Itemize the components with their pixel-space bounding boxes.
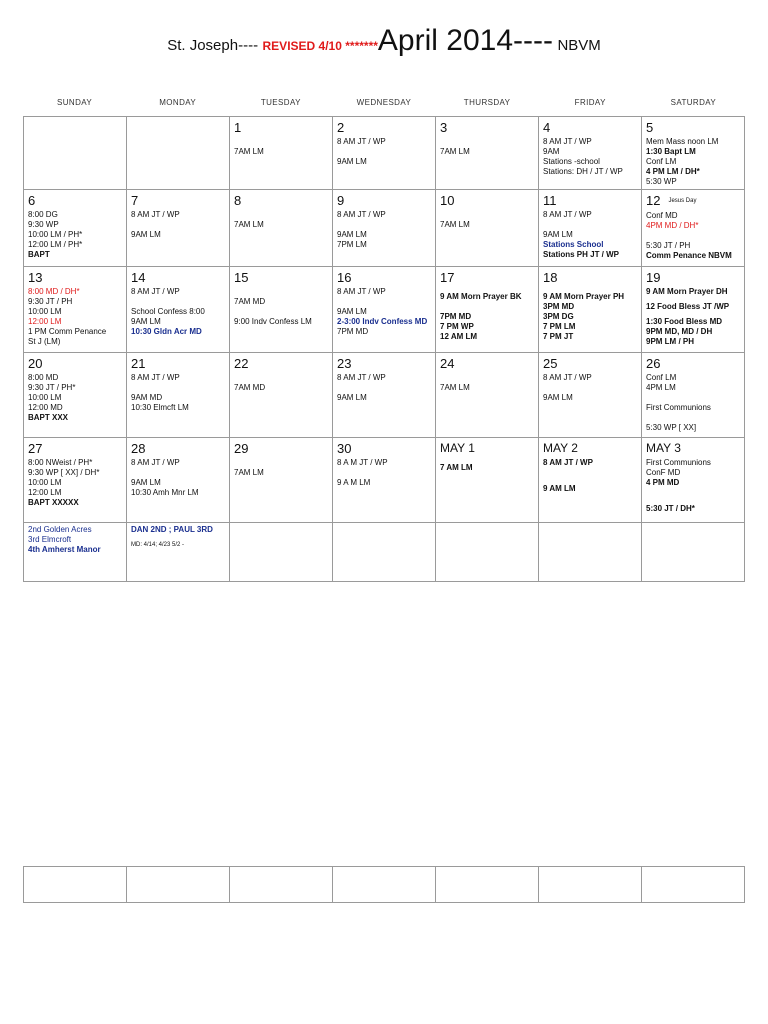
day-number: 25 [543,356,558,371]
calendar-title [0,24,768,58]
event-line: 9AM [543,147,560,156]
event-line: 12:00 LM / PH* [28,240,83,249]
week-row [24,190,745,267]
title-parish: St. Joseph---- [167,37,259,54]
event-line: 4PM MD / DH* [646,221,699,231]
event-line: School Confess 8:00 [131,307,205,316]
notes-cell-tuesday [230,523,333,582]
weekday-tuesday: TUESDAY [260,98,301,107]
event-line: 9 AM Morn Prayer BK [440,292,522,301]
bottom-cell-thursday [436,867,539,903]
event-line: 10:30 Gldn Acr MD [131,327,202,336]
title-month: April 2014---- [377,24,553,57]
event-line: 7AM LM [440,220,470,229]
day-cell-tuesday [230,190,333,267]
event-line: 9AM LM [131,230,161,239]
event-line: 9PM LM / PH [646,337,695,346]
event-line: 5:30 JT / DH* [646,504,695,513]
event-line: Stations School [543,240,604,249]
event-line: BAPT XXXXX [28,498,79,507]
event-line: 8 AM JT / WP [543,137,592,146]
day-number: 16 [337,270,352,285]
day-cell-monday [127,353,230,438]
event-line: 4PM LM [646,383,676,392]
event-line: 4th Amherst Manor [28,545,101,554]
day-cell-wednesday [333,353,436,438]
event-line: ConF MD [646,468,681,477]
event-line: 7AM LM [440,383,470,392]
day-cell-thursday [436,190,539,267]
event-line: 8 AM JT / WP [337,373,386,382]
event-line: 8:00 MD [28,373,59,382]
event-line: 9:00 Indv Confess LM [234,317,312,326]
event-line: 8 AM JT / WP [131,458,180,467]
event-line: 7AM LM [234,468,264,477]
day-cell-tuesday [230,438,333,523]
day-number: MAY 3 [646,441,681,455]
day-cell-tuesday [230,117,333,190]
day-cell-sunday [24,267,127,353]
day-cell-wednesday [333,117,436,190]
day-number: 7 [131,193,139,208]
day-cell-friday [539,353,642,438]
event-line: 4 PM LM / DH* [646,167,700,176]
day-cell-saturday [642,117,745,190]
day-cell-monday [127,438,230,523]
event-line: 1:30 Bapt LM [646,147,696,156]
day-cell-monday [127,267,230,353]
weekday-saturday: SATURDAY [670,98,717,107]
notes-cell-sunday [24,523,127,582]
event-line: BAPT XXX [28,413,69,422]
event-line: Stations PH JT / WP [543,250,620,259]
day-cell-wednesday [333,438,436,523]
event-line: 5:30 WP [646,177,677,186]
day-number: 24 [440,356,455,371]
event-line: 7 PM WP [440,322,474,331]
day-number: 26 [646,356,661,371]
event-line: 9AM LM [131,317,161,326]
event-line: Stations -school [543,157,600,166]
day-cell-thursday [436,117,539,190]
day-number: 10 [440,193,455,208]
bottom-cell-sunday [24,867,127,903]
event-line: 8 AM JT / WP [337,210,386,219]
day-cell-sunday [24,353,127,438]
event-line: Conf LM [646,157,677,166]
title-right: NBVM [557,37,601,54]
event-line: 9:30 WP [ XX] / DH* [28,468,100,477]
day-number: 1 [234,120,242,135]
event-line: 12 Food Bless JT /WP [646,302,730,311]
event-line: Conf MD [646,211,678,221]
weekday-wednesday: WEDNESDAY [356,98,412,107]
day-number: 14 [131,270,146,285]
event-line: 7 AM LM [440,463,473,472]
day-cell-wednesday [333,190,436,267]
day-number: 6 [28,193,36,208]
event-line: 9AM LM [337,230,367,239]
event-line: 8:00 NWeist / PH* [28,458,93,467]
notes-cell-monday [127,523,230,582]
event-line: Comm Penance NBVM [646,251,732,261]
notes-cell-friday [539,523,642,582]
event-line: 3rd Elmcroft [28,535,72,544]
day-cell-tuesday [230,353,333,438]
day-number: 19 [646,270,661,285]
weekday-monday: MONDAY [159,98,197,107]
day-number: 5 [646,120,654,135]
event-line: 8:00 DG [28,210,58,219]
event-line: 9:30 JT / PH [28,297,73,306]
day-cell-saturday [642,353,745,438]
calendar-grid [23,116,745,582]
event-line: 7AM MD [234,297,266,306]
event-line: 9AM MD [131,393,163,402]
day-cell-friday [539,267,642,353]
notes-cell-thursday [436,523,539,582]
day-number: 17 [440,270,455,285]
event-line: 7AM MD [234,383,266,392]
event-line: 9:30 WP [28,220,59,229]
bottom-cell-tuesday [230,867,333,903]
event-line: 9AM LM [337,393,367,402]
day-number: MAY 2 [543,441,578,455]
event-line: 9PM MD, MD / DH [646,327,713,336]
title-revised: REVISED 4/10 [262,39,342,53]
week-row [24,117,745,190]
calendar-bottom-row [23,866,745,903]
event-line: Conf LM [646,373,677,382]
event-line: 9 AM Morn Prayer PH [543,292,625,301]
day-cell-monday [127,190,230,267]
event-line: Stations: DH / JT / WP [543,167,623,176]
event-line: 10:00 LM / PH* [28,230,83,239]
event-line: 5:30 JT / PH [646,241,691,251]
day-number: 21 [131,356,146,371]
notes-cell-saturday [642,523,745,582]
event-line: Mem Mass noon LM [646,137,719,146]
day-cell-friday [539,438,642,523]
day-number: 11 [543,193,557,208]
event-line: DAN 2ND ; PAUL 3RD [131,525,213,534]
day-cell-wednesday [333,267,436,353]
event-line: 9AM LM [337,157,367,166]
day-cell-thursday [436,353,539,438]
day-number: 4 [543,120,551,135]
weekday-sunday: SUNDAY [56,98,93,107]
event-line: 9AM LM [543,393,573,402]
day-number: 18 [543,270,558,285]
event-line: 7AM LM [234,220,264,229]
event-line: St J (LM) [28,337,61,346]
day-number: 22 [234,356,249,371]
notes-cell-wednesday [333,523,436,582]
notes-row [24,523,745,582]
event-line: 7PM MD [337,327,369,336]
day-number: 20 [28,356,43,371]
event-line: 7PM MD [440,312,472,321]
day-cell-friday [539,190,642,267]
event-line: 8 AM JT / WP [543,458,593,467]
bottom-cell-friday [539,867,642,903]
day-cell-saturday [642,267,745,353]
day-cell-tuesday [230,267,333,353]
day-cell-monday [127,117,230,190]
event-line: 12:00 LM [28,488,62,497]
day-number: 27 [28,441,43,456]
event-line: 12:00 LM [28,317,62,326]
event-line: 10:00 LM [28,393,62,402]
bottom-cell-monday [127,867,230,903]
event-line: 8 AM JT / WP [131,210,180,219]
day-number: 29 [234,441,249,456]
event-line: 10:00 LM [28,478,62,487]
bottom-cell-wednesday [333,867,436,903]
event-line: 9AM LM [337,307,367,316]
title-stars: ******* [341,39,378,53]
event-line: 3PM MD [543,302,575,311]
event-line: 9AM LM [543,230,573,239]
event-line: BAPT [28,250,50,259]
event-line: 9 AM LM [543,484,576,493]
event-line: 7 PM LM [543,322,576,331]
day-cell-friday [539,117,642,190]
event-line: 8 AM JT / WP [543,210,592,219]
event-line: 8 AM JT / WP [337,137,386,146]
day-number: 12 Jesus Day [646,193,697,208]
weekday-friday: FRIDAY [574,98,606,107]
bottom-cell-saturday [642,867,745,903]
day-cell-sunday [24,117,127,190]
event-line: First Communions [646,403,711,412]
event-line: 9:30 JT / PH* [28,383,76,392]
event-line: 10:30 Amh Mnr LM [131,488,199,497]
event-line: 3PM DG [543,312,574,321]
day-number: 30 [337,441,352,456]
event-line: 7PM LM [337,240,367,249]
event-line: 2-3:00 Indv Confess MD [337,317,428,326]
day-number: 28 [131,441,146,456]
event-line: 8 AM JT / WP [131,287,180,296]
day-number: 2 [337,120,345,135]
day-number: 15 [234,270,249,285]
event-line: 4 PM MD [646,478,680,487]
day-number: 3 [440,120,448,135]
day-cell-thursday [436,267,539,353]
day-number: 8 [234,193,242,208]
event-line: 9 AM Morn Prayer DH [646,287,728,296]
day-cell-sunday [24,438,127,523]
event-line: 9 A M LM [337,478,371,487]
event-line: 5:30 WP [ XX] [646,423,697,432]
event-line: 7 PM JT [543,332,574,341]
day-cell-sunday [24,190,127,267]
event-line: 8 AM JT / WP [337,287,386,296]
day-cell-saturday [642,438,745,523]
week-row [24,438,745,523]
event-line: First Communions [646,458,711,467]
weekday-thursday: THURSDAY [463,98,511,107]
event-line: 8 A M JT / WP [337,458,388,467]
event-line: 10:30 Elmcft LM [131,403,189,412]
event-line: 7AM LM [234,147,264,156]
day-number: 9 [337,193,345,208]
day-cell-thursday [436,438,539,523]
event-line: 9AM LM [131,478,161,487]
event-line: 2nd Golden Acres [28,525,92,534]
event-line: 10:00 LM [28,307,62,316]
week-row [24,353,745,438]
event-line: 12 AM LM [440,332,478,341]
day-number: MAY 1 [440,441,475,455]
day-cell-saturday [642,190,745,267]
weekday-headers [23,98,745,112]
week-row [24,267,745,353]
day-note: Jesus Day [668,198,697,205]
event-line: 7AM LM [440,147,470,156]
event-line: 1 PM Comm Penance [28,327,107,336]
event-line: 1:30 Food Bless MD [646,317,723,326]
event-line: 12:00 MD [28,403,63,412]
event-line: 8 AM JT / WP [131,373,180,382]
day-number: 23 [337,356,352,371]
day-number: 13 [28,270,43,285]
event-line: MD: 4/14; 4/23 5/2 - [131,542,185,548]
event-line: 8:00 MD / DH* [28,287,80,296]
event-line: 8 AM JT / WP [543,373,592,382]
